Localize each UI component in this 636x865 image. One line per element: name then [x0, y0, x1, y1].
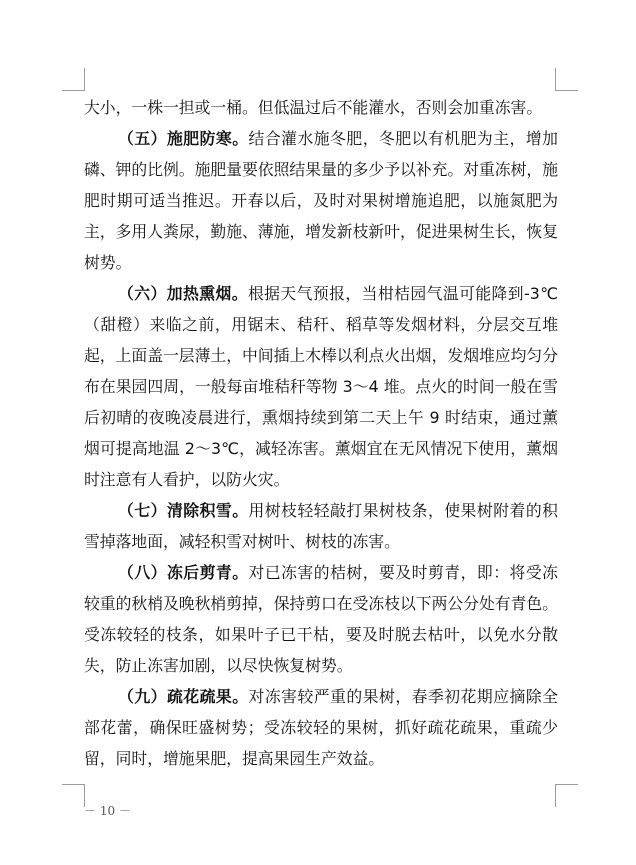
section-heading: （九）疏花疏果。 — [118, 687, 249, 706]
section-body: 对冻害较严重的果树，春季初花期应摘除全部花蕾，确保旺盛树势；受冻较轻的果树，抓好疏花疏果，重疏少留，同时，增施果肥，提高果园生产效益。 — [84, 687, 558, 768]
body-text — [84, 92, 558, 774]
section-body: 用树枝轻轻敲打果树枝条，使果树附着的积雪掉落地面，减轻积雪对树叶、树枝的冻害。 — [84, 501, 558, 551]
section-body: 根据天气预报，当柑桔园气温可能降到-3℃（甜橙）来临之前，用锯末、秸秆、稻草等发烟材料，分层交互堆起，上面盖一层薄土，中间插上木棒以利点火出烟，发烟堆应均匀分布在果园四周，一般每亩堆秸秆等物 3～4 堆。点火的时间一般在雪后初晴的夜晚凌晨进行，熏烟持续到第二天上午 9 时结束，通过薰烟可提高地温 2～3℃，减轻冻害。薰烟宜在无风情况下使用，薰烟时注意有人看护，以防火灾。 — [84, 284, 558, 489]
section-body: 对已冻害的桔树，要及时剪青，即：将受冻较重的秋梢及晚秋梢剪掉，保持剪口在受冻枝以下两公分处有青色。受冻较轻的枝条，如果叶子已干枯，要及时脱去枯叶，以免水分散失，防止冻害加剧，以尽快恢复树势。 — [84, 563, 558, 675]
section-fertilize — [84, 123, 558, 278]
crop-mark-top-left — [62, 68, 85, 91]
section-heading: （五）施肥防寒。 — [118, 129, 249, 148]
section-body: 结合灌水施冬肥，冬肥以有机肥为主，增加磷、钾的比例。施肥量要依照结果量的多少予以补充。对重冻树，施肥时期可适当推迟。开春以后，及时对果树增施追肥，以施氮肥为主，多用人粪尿，勤施、薄施，增发新枝新叶，促进果树生长，恢复树势。 — [84, 129, 558, 272]
section-smoke — [84, 278, 558, 495]
section-snow — [84, 495, 558, 557]
section-prune — [84, 557, 558, 681]
crop-mark-top-right — [555, 68, 578, 91]
section-heading: （八）冻后剪青。 — [118, 563, 249, 582]
crop-mark-bottom-left — [62, 784, 85, 807]
continuation-paragraph: 大小，一株一担或一桶。但低温过后不能灌水，否则会加重冻害。 — [84, 98, 543, 117]
section-heading: （七）清除积雪。 — [118, 501, 249, 520]
page-number: － 10 － — [84, 804, 131, 818]
section-thinning — [84, 681, 558, 774]
crop-mark-bottom-right — [555, 784, 578, 807]
section-heading: （六）加热熏烟。 — [118, 284, 248, 303]
